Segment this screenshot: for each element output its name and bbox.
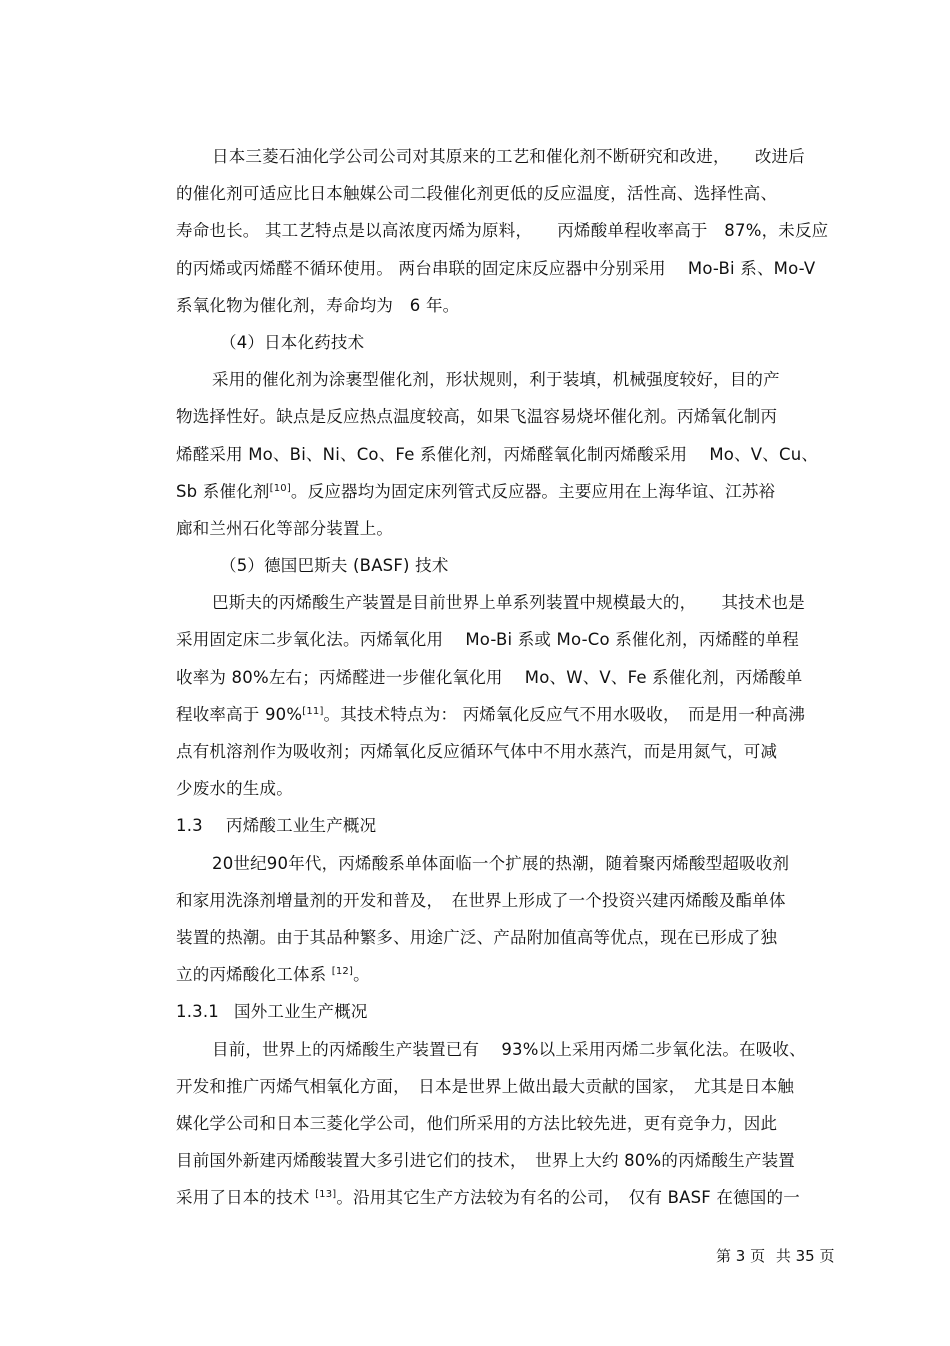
paragraph-line [176, 696, 866, 733]
paragraph-line [176, 956, 866, 993]
paragraph-line: 目前，世界上的丙烯酸生产装置已有 93%以上采用丙烯二步氧化法。在吸收、 [212, 1039, 806, 1059]
paragraph-line: 巴斯夫的丙烯酸生产装置是目前世界上单系列装置中规模最大的， 其技术也是 [212, 593, 805, 613]
paragraph-line: 系氧化物为催化剂，寿命均为 6 年。 [176, 295, 460, 315]
citation: [11] [302, 705, 324, 717]
text-run: Sb 系催化剂 [176, 481, 270, 501]
paragraph-line: 收率为 80%左右；丙烯醛进一步催化氧化用 Mo、W、V、Fe 系催化剂，丙烯酸单 [176, 667, 803, 687]
text-run: 。沿用其它生产方法较为有名的公司， 仅有 BASF 在德国的一 [336, 1188, 800, 1208]
text-run: 程收率高于 90% [176, 704, 303, 724]
text-run: 立的丙烯酸化工体系 [176, 965, 327, 985]
paragraph-line: 少废水的生成。 [176, 779, 293, 799]
section-number: 1.3.1 [176, 1002, 219, 1022]
paragraph-line: 媒化学公司和日本三菱化学公司，他们所采用的方法比较先进，更有竞争力，因此 [176, 1113, 778, 1133]
citation: [12] [331, 966, 354, 978]
paragraph-line [176, 473, 866, 510]
paragraph-line: 目前国外新建丙烯酸装置大多引进它们的技术， 世界上大约 80%的丙烯酸生产装置 [176, 1151, 795, 1171]
citation: [13] [315, 1189, 337, 1201]
page-number: 第 3 页 [716, 1247, 766, 1265]
paragraph-line: 采用固定床二步氧化法。丙烯氧化用 Mo-Bi 系或 Mo-Co 系催化剂，丙烯醛的单程 [176, 630, 799, 650]
paragraph-line: 开发和推广丙烯气相氧化方面， 日本是世界上做出最大贡献的国家， 尤其是日本触 [176, 1076, 795, 1096]
section-heading: （4）日本化药技术 [220, 332, 365, 352]
paragraph-line: 烯醛采用 Mo、Bi、Ni、Co、Fe 系催化剂，丙烯醛氧化制丙烯酸采用 Mo、V、Cu、 [176, 444, 819, 464]
citation: [10] [269, 482, 291, 494]
text-run: 。其技术特点为： 丙烯氧化反应气不用水吸收， 而是用一种高沸 [323, 704, 806, 724]
paragraph-line: 装置的热潮。由于其品种繁多、用途广泛、产品附加值高等优点，现在已形成了独 [176, 927, 778, 947]
page-footer [716, 1245, 841, 1267]
paragraph-line: 物选择性好。缺点是反应热点温度较高，如果飞温容易烧坏催化剂。丙烯氧化制丙 [176, 407, 778, 427]
section-heading [176, 807, 866, 844]
paragraph-line: 和家用洗涤剂增量剂的开发和普及， 在世界上形成了一个投资兴建丙烯酸及酯单体 [176, 890, 786, 910]
page-body [176, 138, 866, 1216]
paragraph-line: 采用的催化剂为涂裹型催化剂，形状规则，利于装填，机械强度较好，目的产 [212, 370, 780, 390]
section-title: 国外工业生产概况 [234, 1002, 368, 1022]
paragraph-line: 点有机溶剂作为吸收剂；丙烯氧化反应循环气体中不用水蒸汽，而是用氮气，可减 [176, 742, 778, 761]
paragraph-line: 廊和兰州石化等部分装置上。 [176, 518, 394, 538]
section-number: 1.3 [176, 816, 203, 836]
total-pages: 共 35 页 [775, 1247, 835, 1265]
section-heading [176, 993, 866, 1030]
paragraph-line: 的催化剂可适应比日本触媒公司二段催化剂更低的反应温度，活性高、选择性高、 [176, 184, 778, 204]
paragraph-line: 寿命也长。 其工艺特点是以高浓度丙烯为原料， 丙烯酸单程收率高于 87%，未反应 [176, 221, 829, 241]
text-run: 。 [353, 965, 370, 985]
text-run: 。反应器均为固定床列管式反应器。主要应用在上海华谊、江苏裕 [290, 481, 776, 501]
paragraph-line: 20世纪90年代，丙烯酸系单体面临一个扩展的热潮，随着聚丙烯酸型超吸收剂 [212, 853, 790, 873]
paragraph-line: 日本三菱石油化学公司公司对其原来的工艺和催化剂不断研究和改进， 改进后 [212, 147, 805, 166]
paragraph-line [176, 1179, 866, 1216]
section-title: 丙烯酸工业生产概况 [226, 816, 377, 836]
section-heading: （5）德国巴斯夫 (BASF) 技术 [220, 556, 449, 576]
paragraph-line: 的丙烯或丙烯醛不循环使用。 两台串联的固定床反应器中分别采用 Mo-Bi 系、Mo-V [176, 258, 816, 278]
text-run: 采用了日本的技术 [176, 1188, 310, 1208]
